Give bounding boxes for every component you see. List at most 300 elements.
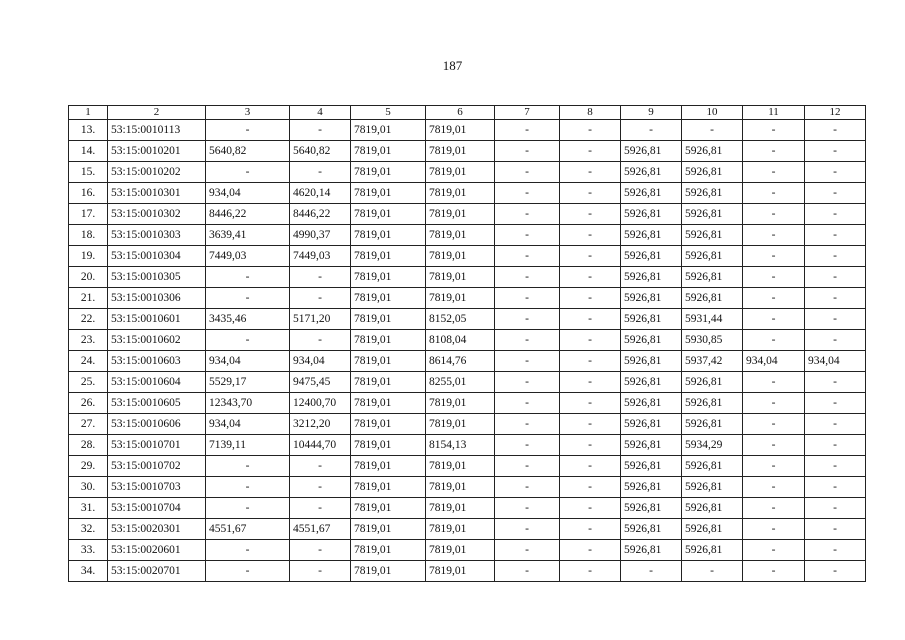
value-cell: - — [560, 351, 621, 372]
value-cell: 934,04 — [290, 351, 351, 372]
value-cell: - — [743, 183, 805, 204]
value-cell: 7819,01 — [351, 561, 426, 582]
row-number-cell: 14. — [69, 141, 108, 162]
cadastral-number-cell: 53:15:0010702 — [108, 456, 206, 477]
value-cell: - — [290, 498, 351, 519]
value-cell: 5926,81 — [621, 225, 682, 246]
value-cell: 8446,22 — [206, 204, 290, 225]
value-cell: 5926,81 — [621, 288, 682, 309]
row-number-cell: 29. — [69, 456, 108, 477]
value-cell: - — [743, 225, 805, 246]
value-cell: - — [495, 372, 560, 393]
value-cell: 5926,81 — [621, 519, 682, 540]
table-row — [69, 162, 866, 183]
value-cell: 5926,81 — [621, 267, 682, 288]
value-cell: 7819,01 — [351, 540, 426, 561]
value-cell: - — [206, 288, 290, 309]
value-cell: 5926,81 — [682, 141, 743, 162]
row-number-cell: 28. — [69, 435, 108, 456]
value-cell: 3639,41 — [206, 225, 290, 246]
value-cell: - — [743, 120, 805, 141]
value-cell: 5931,44 — [682, 309, 743, 330]
table-row — [69, 120, 866, 141]
value-cell: - — [743, 162, 805, 183]
table-row — [69, 393, 866, 414]
value-cell: - — [560, 393, 621, 414]
value-cell: 7819,01 — [426, 204, 495, 225]
value-cell: - — [290, 330, 351, 351]
value-cell: - — [495, 183, 560, 204]
value-cell: 5937,42 — [682, 351, 743, 372]
value-cell: 7819,01 — [426, 414, 495, 435]
value-cell: 8614,76 — [426, 351, 495, 372]
value-cell: - — [495, 225, 560, 246]
value-cell: - — [805, 225, 866, 246]
column-header-4: 4 — [290, 106, 351, 120]
value-cell: 5926,81 — [621, 246, 682, 267]
value-cell: 7819,01 — [426, 456, 495, 477]
value-cell: 5926,81 — [682, 162, 743, 183]
cadastral-number-cell: 53:15:0010202 — [108, 162, 206, 183]
value-cell: - — [206, 330, 290, 351]
value-cell: 5926,81 — [682, 498, 743, 519]
value-cell: - — [743, 414, 805, 435]
value-cell: 934,04 — [206, 351, 290, 372]
value-cell: - — [206, 267, 290, 288]
table-body — [69, 120, 866, 582]
value-cell: - — [560, 330, 621, 351]
value-cell: 7819,01 — [426, 561, 495, 582]
value-cell: 5926,81 — [621, 477, 682, 498]
value-cell: - — [805, 435, 866, 456]
value-cell: - — [290, 267, 351, 288]
column-header-5: 5 — [351, 106, 426, 120]
cadastral-number-cell: 53:15:0010302 — [108, 204, 206, 225]
value-cell: - — [805, 288, 866, 309]
value-cell: 7819,01 — [351, 141, 426, 162]
cadastral-number-cell: 53:15:0010704 — [108, 498, 206, 519]
value-cell: - — [805, 498, 866, 519]
value-cell: - — [560, 141, 621, 162]
row-number-cell: 24. — [69, 351, 108, 372]
value-cell: 5926,81 — [621, 351, 682, 372]
value-cell: - — [290, 561, 351, 582]
value-cell: - — [290, 456, 351, 477]
value-cell: 934,04 — [743, 351, 805, 372]
value-cell: 5926,81 — [682, 456, 743, 477]
cadastral-number-cell: 53:15:0020301 — [108, 519, 206, 540]
value-cell: - — [805, 162, 866, 183]
row-number-cell: 21. — [69, 288, 108, 309]
row-number-cell: 20. — [69, 267, 108, 288]
table-row — [69, 267, 866, 288]
value-cell: 5926,81 — [682, 414, 743, 435]
table-row — [69, 141, 866, 162]
value-cell: 5926,81 — [682, 225, 743, 246]
value-cell: 4551,67 — [206, 519, 290, 540]
value-cell: - — [560, 267, 621, 288]
value-cell: - — [495, 162, 560, 183]
value-cell: - — [495, 288, 560, 309]
value-cell: - — [495, 393, 560, 414]
row-number-cell: 18. — [69, 225, 108, 246]
value-cell: - — [495, 309, 560, 330]
data-table — [68, 105, 866, 582]
value-cell: 3212,20 — [290, 414, 351, 435]
value-cell: - — [206, 162, 290, 183]
value-cell: - — [805, 456, 866, 477]
value-cell: - — [495, 561, 560, 582]
value-cell: 7819,01 — [426, 477, 495, 498]
cadastral-number-cell: 53:15:0010301 — [108, 183, 206, 204]
value-cell: 5926,81 — [621, 141, 682, 162]
cadastral-number-cell: 53:15:0020601 — [108, 540, 206, 561]
row-number-cell: 15. — [69, 162, 108, 183]
value-cell: 7819,01 — [426, 288, 495, 309]
cadastral-number-cell: 53:15:0010113 — [108, 120, 206, 141]
table-row — [69, 477, 866, 498]
value-cell: 4551,67 — [290, 519, 351, 540]
value-cell: - — [495, 477, 560, 498]
value-cell: 5926,81 — [621, 162, 682, 183]
value-cell: 12343,70 — [206, 393, 290, 414]
value-cell: 5926,81 — [682, 183, 743, 204]
value-cell: - — [743, 435, 805, 456]
table-row — [69, 225, 866, 246]
value-cell: 5926,81 — [621, 456, 682, 477]
value-cell: - — [560, 456, 621, 477]
row-number-cell: 27. — [69, 414, 108, 435]
value-cell: - — [560, 120, 621, 141]
value-cell: 5926,81 — [621, 309, 682, 330]
value-cell: 5640,82 — [206, 141, 290, 162]
value-cell: - — [743, 540, 805, 561]
value-cell: - — [682, 120, 743, 141]
value-cell: - — [560, 309, 621, 330]
value-cell: 4990,37 — [290, 225, 351, 246]
cadastral-number-cell: 53:15:0020701 — [108, 561, 206, 582]
value-cell: 7819,01 — [351, 309, 426, 330]
value-cell: - — [206, 540, 290, 561]
row-number-cell: 22. — [69, 309, 108, 330]
row-number-cell: 26. — [69, 393, 108, 414]
table-row — [69, 456, 866, 477]
value-cell: 5926,81 — [682, 540, 743, 561]
value-cell: 7819,01 — [351, 519, 426, 540]
value-cell: - — [805, 393, 866, 414]
value-cell: 8108,04 — [426, 330, 495, 351]
value-cell: - — [743, 498, 805, 519]
value-cell: 7819,01 — [351, 120, 426, 141]
table-row — [69, 204, 866, 225]
value-cell: 7819,01 — [426, 519, 495, 540]
value-cell: 5926,81 — [682, 519, 743, 540]
column-header-9: 9 — [621, 106, 682, 120]
value-cell: - — [743, 141, 805, 162]
value-cell: - — [495, 540, 560, 561]
table-row — [69, 351, 866, 372]
value-cell: 934,04 — [805, 351, 866, 372]
value-cell: - — [560, 372, 621, 393]
table-row — [69, 561, 866, 582]
value-cell: - — [560, 162, 621, 183]
value-cell: 5529,17 — [206, 372, 290, 393]
value-cell: - — [495, 414, 560, 435]
column-header-10: 10 — [682, 106, 743, 120]
value-cell: 10444,70 — [290, 435, 351, 456]
value-cell: - — [682, 561, 743, 582]
cadastral-number-cell: 53:15:0010606 — [108, 414, 206, 435]
column-header-7: 7 — [495, 106, 560, 120]
value-cell: 8446,22 — [290, 204, 351, 225]
value-cell: - — [495, 120, 560, 141]
value-cell: 7819,01 — [351, 351, 426, 372]
value-cell: 5930,85 — [682, 330, 743, 351]
value-cell: - — [206, 456, 290, 477]
value-cell: 7819,01 — [426, 540, 495, 561]
value-cell: - — [290, 477, 351, 498]
value-cell: - — [743, 267, 805, 288]
value-cell: - — [290, 162, 351, 183]
column-header-11: 11 — [743, 106, 805, 120]
value-cell: - — [805, 183, 866, 204]
value-cell: - — [805, 540, 866, 561]
value-cell: 7449,03 — [290, 246, 351, 267]
value-cell: - — [805, 246, 866, 267]
value-cell: - — [743, 372, 805, 393]
value-cell: 7819,01 — [351, 246, 426, 267]
value-cell: 5926,81 — [621, 498, 682, 519]
value-cell: - — [206, 477, 290, 498]
value-cell: - — [805, 561, 866, 582]
value-cell: 7819,01 — [351, 204, 426, 225]
value-cell: 7819,01 — [351, 183, 426, 204]
value-cell: - — [805, 519, 866, 540]
value-cell: - — [560, 288, 621, 309]
value-cell: - — [743, 330, 805, 351]
row-number-cell: 19. — [69, 246, 108, 267]
value-cell: 3435,46 — [206, 309, 290, 330]
value-cell: - — [560, 477, 621, 498]
value-cell: - — [560, 519, 621, 540]
value-cell: - — [805, 372, 866, 393]
value-cell: - — [560, 435, 621, 456]
value-cell: - — [805, 309, 866, 330]
table-row — [69, 183, 866, 204]
value-cell: 7819,01 — [426, 183, 495, 204]
value-cell: 5926,81 — [621, 183, 682, 204]
value-cell: 5640,82 — [290, 141, 351, 162]
value-cell: - — [805, 477, 866, 498]
value-cell: 5926,81 — [682, 267, 743, 288]
value-cell: 7139,11 — [206, 435, 290, 456]
value-cell: 7449,03 — [206, 246, 290, 267]
value-cell: 5171,20 — [290, 309, 351, 330]
value-cell: - — [495, 141, 560, 162]
header-row — [69, 106, 866, 120]
value-cell: - — [743, 393, 805, 414]
cadastral-number-cell: 53:15:0010602 — [108, 330, 206, 351]
value-cell: - — [495, 330, 560, 351]
cadastral-number-cell: 53:15:0010305 — [108, 267, 206, 288]
value-cell: 7819,01 — [426, 141, 495, 162]
cadastral-number-cell: 53:15:0010601 — [108, 309, 206, 330]
value-cell: - — [560, 414, 621, 435]
value-cell: - — [560, 498, 621, 519]
value-cell: 7819,01 — [351, 456, 426, 477]
value-cell: 7819,01 — [351, 498, 426, 519]
row-number-cell: 16. — [69, 183, 108, 204]
value-cell: - — [805, 267, 866, 288]
table-row — [69, 330, 866, 351]
value-cell: 934,04 — [206, 414, 290, 435]
value-cell: - — [743, 456, 805, 477]
cadastral-number-cell: 53:15:0010603 — [108, 351, 206, 372]
value-cell: 5926,81 — [682, 204, 743, 225]
value-cell: 7819,01 — [351, 372, 426, 393]
value-cell: 4620,14 — [290, 183, 351, 204]
value-cell: 5926,81 — [621, 372, 682, 393]
value-cell: 7819,01 — [351, 414, 426, 435]
value-cell: - — [206, 120, 290, 141]
column-header-2: 2 — [108, 106, 206, 120]
value-cell: 7819,01 — [426, 267, 495, 288]
value-cell: 7819,01 — [351, 477, 426, 498]
cadastral-number-cell: 53:15:0010604 — [108, 372, 206, 393]
value-cell: 7819,01 — [351, 393, 426, 414]
row-number-cell: 13. — [69, 120, 108, 141]
value-cell: 7819,01 — [426, 246, 495, 267]
value-cell: 7819,01 — [351, 435, 426, 456]
value-cell: - — [805, 330, 866, 351]
row-number-cell: 17. — [69, 204, 108, 225]
row-number-cell: 23. — [69, 330, 108, 351]
value-cell: - — [560, 204, 621, 225]
row-number-cell: 34. — [69, 561, 108, 582]
value-cell: - — [805, 414, 866, 435]
value-cell: - — [495, 267, 560, 288]
value-cell: - — [743, 519, 805, 540]
value-cell: 7819,01 — [426, 498, 495, 519]
column-header-12: 12 — [805, 106, 866, 120]
value-cell: - — [206, 498, 290, 519]
value-cell: 5926,81 — [621, 330, 682, 351]
cadastral-number-cell: 53:15:0010306 — [108, 288, 206, 309]
cadastral-number-cell: 53:15:0010701 — [108, 435, 206, 456]
cadastral-number-cell: 53:15:0010201 — [108, 141, 206, 162]
table-row — [69, 498, 866, 519]
value-cell: 8152,05 — [426, 309, 495, 330]
value-cell: - — [290, 540, 351, 561]
value-cell: 5926,81 — [682, 246, 743, 267]
value-cell: - — [560, 183, 621, 204]
value-cell: - — [743, 477, 805, 498]
row-number-cell: 31. — [69, 498, 108, 519]
cadastral-number-cell: 53:15:0010303 — [108, 225, 206, 246]
column-header-1: 1 — [69, 106, 108, 120]
value-cell: - — [495, 351, 560, 372]
cadastral-number-cell: 53:15:0010304 — [108, 246, 206, 267]
value-cell: 5926,81 — [682, 393, 743, 414]
value-cell: - — [621, 561, 682, 582]
value-cell: 5926,81 — [682, 372, 743, 393]
value-cell: - — [560, 540, 621, 561]
value-cell: - — [805, 204, 866, 225]
value-cell: - — [290, 120, 351, 141]
value-cell: - — [743, 309, 805, 330]
table-row — [69, 435, 866, 456]
page-number: 187 — [442, 58, 463, 73]
value-cell: 9475,45 — [290, 372, 351, 393]
value-cell: - — [495, 498, 560, 519]
value-cell: - — [743, 561, 805, 582]
value-cell: - — [495, 519, 560, 540]
value-cell: 7819,01 — [426, 162, 495, 183]
value-cell: 7819,01 — [351, 330, 426, 351]
value-cell: 7819,01 — [351, 267, 426, 288]
table-row — [69, 414, 866, 435]
cadastral-number-cell: 53:15:0010605 — [108, 393, 206, 414]
column-header-3: 3 — [206, 106, 290, 120]
row-number-cell: 33. — [69, 540, 108, 561]
value-cell: 7819,01 — [351, 288, 426, 309]
row-number-cell: 30. — [69, 477, 108, 498]
value-cell: - — [495, 246, 560, 267]
value-cell: - — [805, 141, 866, 162]
value-cell: - — [495, 456, 560, 477]
value-cell: 5926,81 — [621, 540, 682, 561]
column-header-6: 6 — [426, 106, 495, 120]
value-cell: 7819,01 — [426, 225, 495, 246]
value-cell: 8154,13 — [426, 435, 495, 456]
value-cell: - — [621, 120, 682, 141]
value-cell: 5934,29 — [682, 435, 743, 456]
value-cell: 7819,01 — [426, 120, 495, 141]
table-row — [69, 288, 866, 309]
value-cell: - — [560, 561, 621, 582]
value-cell: 7819,01 — [351, 162, 426, 183]
value-cell: 5926,81 — [682, 288, 743, 309]
value-cell: 5926,81 — [621, 435, 682, 456]
value-cell: - — [206, 561, 290, 582]
value-cell: - — [743, 288, 805, 309]
value-cell: - — [290, 288, 351, 309]
value-cell: 7819,01 — [426, 393, 495, 414]
value-cell: - — [560, 225, 621, 246]
table-row — [69, 246, 866, 267]
value-cell: 8255,01 — [426, 372, 495, 393]
value-cell: - — [495, 435, 560, 456]
value-cell: - — [495, 204, 560, 225]
table-row — [69, 309, 866, 330]
value-cell: 7819,01 — [351, 225, 426, 246]
value-cell: 934,04 — [206, 183, 290, 204]
value-cell: 5926,81 — [621, 414, 682, 435]
column-header-8: 8 — [560, 106, 621, 120]
value-cell: 5926,81 — [621, 204, 682, 225]
value-cell: 12400,70 — [290, 393, 351, 414]
table-row — [69, 540, 866, 561]
row-number-cell: 32. — [69, 519, 108, 540]
row-number-cell: 25. — [69, 372, 108, 393]
table-row — [69, 519, 866, 540]
cadastral-number-cell: 53:15:0010703 — [108, 477, 206, 498]
value-cell: - — [560, 246, 621, 267]
value-cell: - — [743, 246, 805, 267]
value-cell: 5926,81 — [621, 393, 682, 414]
value-cell: - — [743, 204, 805, 225]
value-cell: - — [805, 120, 866, 141]
